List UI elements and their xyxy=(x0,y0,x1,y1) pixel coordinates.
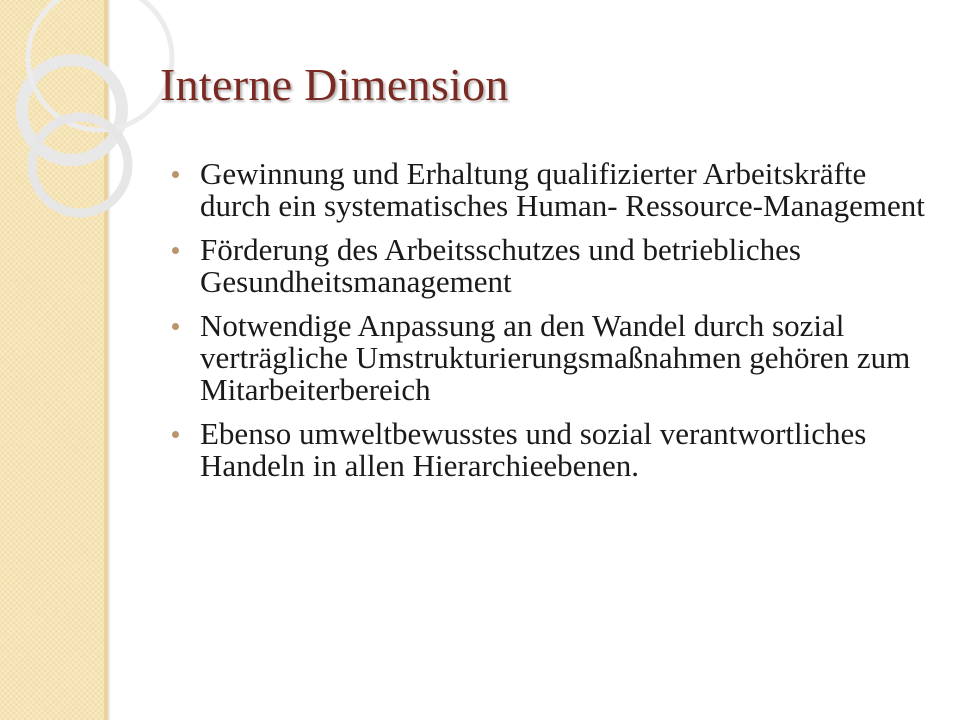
bullet-item xyxy=(170,158,930,222)
bullet-text: Notwendige Anpassung an den Wandel durch sozial verträgliche Umstrukturierungsmaßnahmen gehören zum Mitarbeiterbereich xyxy=(200,308,911,407)
bullet-marker-icon xyxy=(172,171,179,178)
bullet-marker-icon xyxy=(172,247,179,254)
bullet-item xyxy=(170,310,930,406)
bullet-marker-icon xyxy=(172,431,179,438)
bullet-item xyxy=(170,418,930,482)
bullet-text: Ebenso umweltbewusstes und sozial verantwortliches Handeln in allen Hierarchieebenen. xyxy=(200,416,867,483)
bullet-item xyxy=(170,234,930,298)
slide-title: Interne Dimension xyxy=(160,59,509,110)
bullet-marker-icon xyxy=(172,323,179,330)
bullet-list xyxy=(170,158,930,494)
bullet-text: Gewinnung und Erhaltung qualifizierter Arbeitskräfte durch ein systematisches Human- Ressource-Management xyxy=(200,156,925,223)
bullet-text: Förderung des Arbeitsschutzes und betriebliches Gesundheitsmanagement xyxy=(200,232,801,299)
